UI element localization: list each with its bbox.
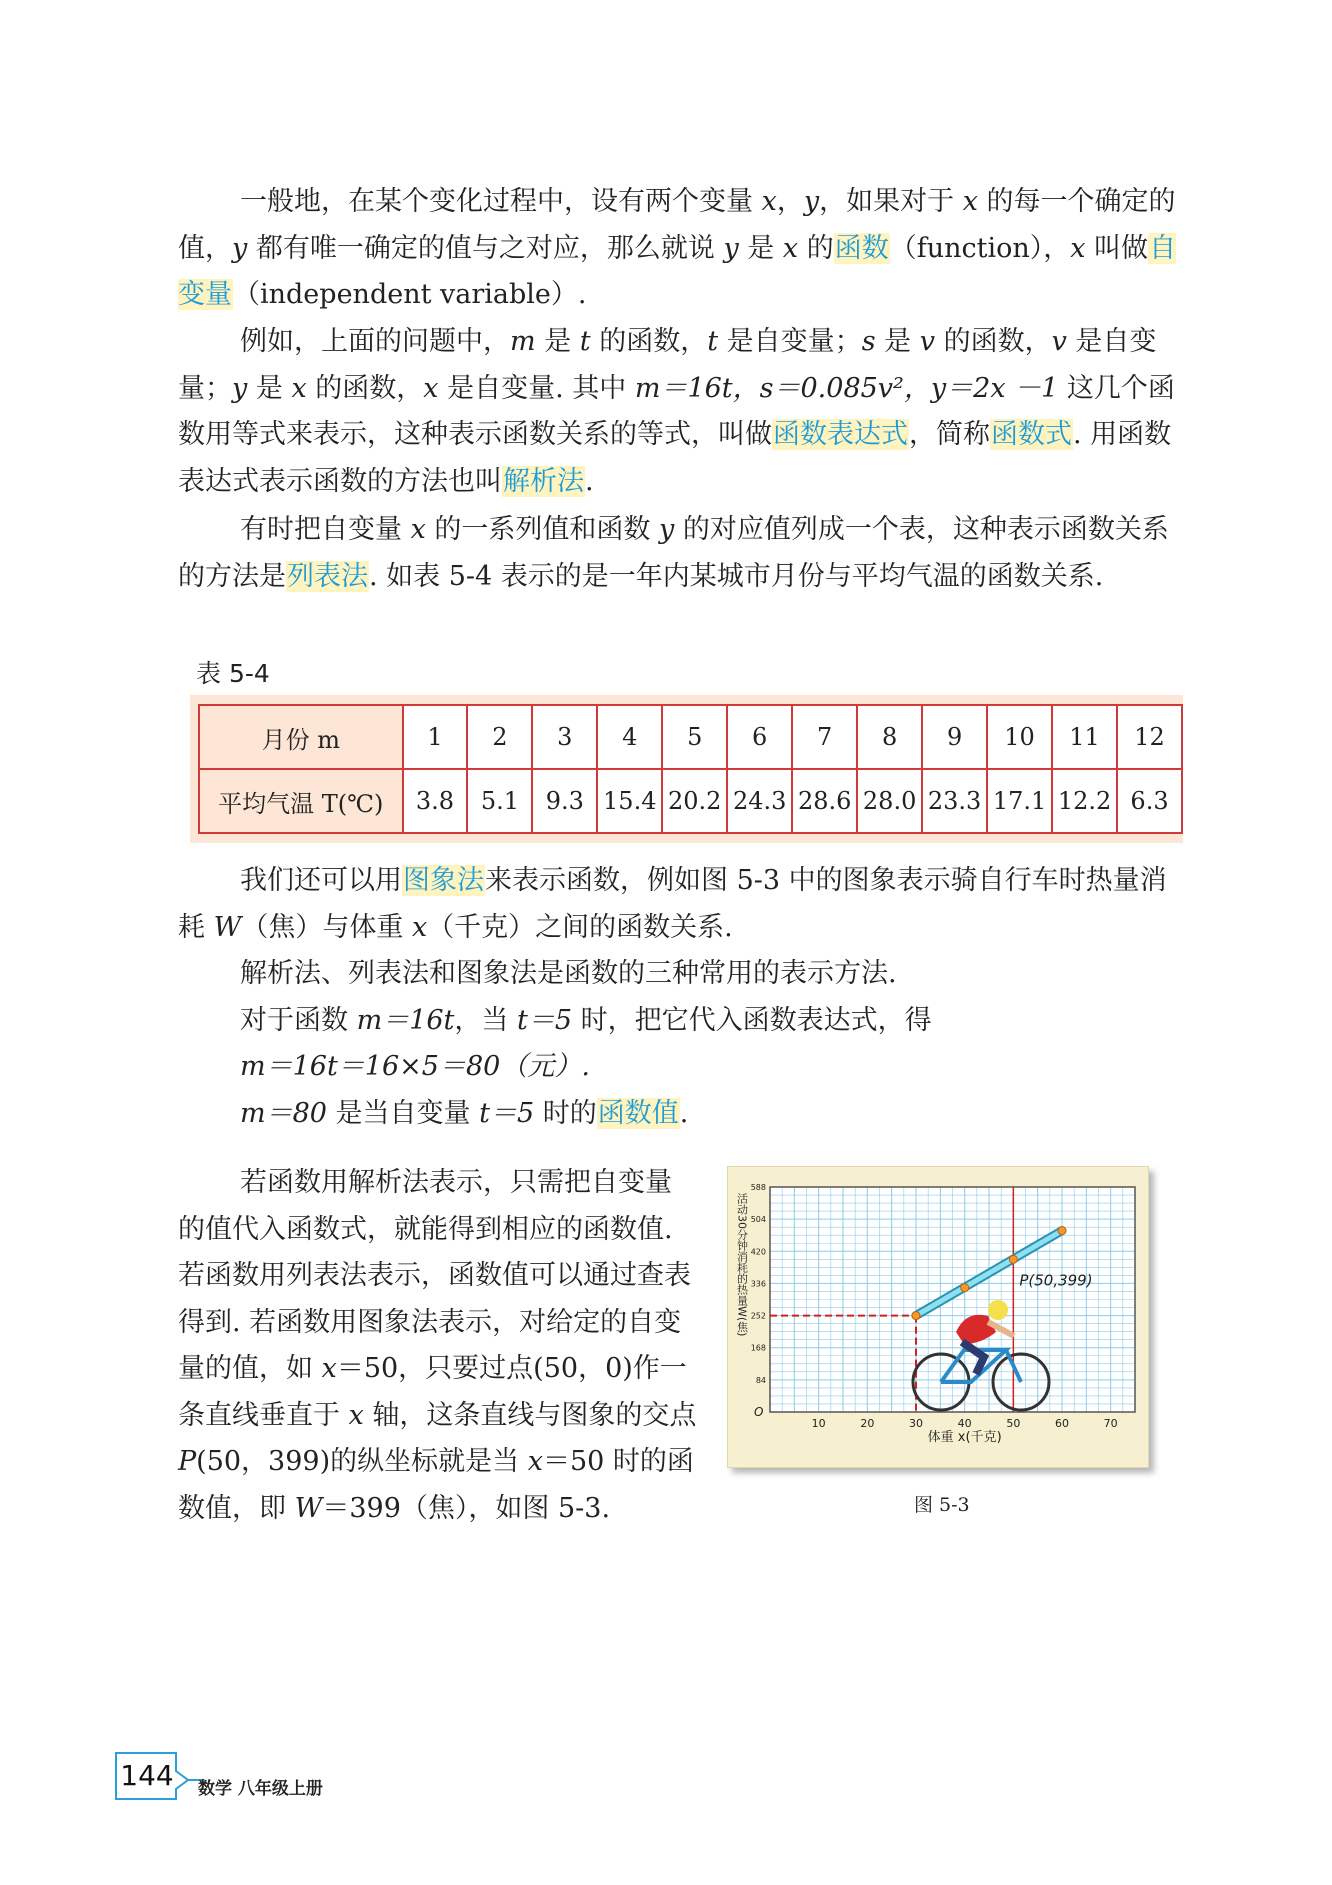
month-cell: 1	[403, 705, 468, 769]
text: 例如，上面的问题中，	[240, 326, 510, 357]
x-tick-label: 40	[957, 1417, 972, 1430]
data-point	[1058, 1227, 1066, 1235]
page-number: 144	[115, 1752, 177, 1800]
equation: m＝80	[240, 1098, 327, 1129]
var: x	[761, 186, 777, 217]
text: .	[585, 465, 594, 497]
var: x	[411, 911, 428, 943]
text: ，	[776, 186, 804, 217]
term-table-method: 列表法	[287, 560, 368, 592]
line-substitute	[240, 998, 932, 1045]
y-axis-label: 活动30分钟消耗的热量W(焦)	[735, 1193, 749, 1337]
y-tick-label: 420	[750, 1247, 766, 1257]
text: 有时把自变量	[240, 514, 411, 545]
term-function: 函数	[834, 232, 889, 264]
row-header-month: 月份 m	[199, 705, 403, 769]
data-point	[961, 1284, 969, 1292]
table-row-months	[199, 705, 1182, 769]
var: m	[510, 326, 536, 357]
var: x	[782, 232, 799, 264]
temp-cell: 20.2	[662, 769, 727, 833]
term-analytic-method: 解析法	[503, 465, 584, 497]
text: ＝399（焦），如图 5-3.	[322, 1492, 611, 1524]
text: （焦）与体重	[241, 911, 412, 943]
line-three-methods: 解析法、列表法和图象法是函数的三种常用的表示方法.	[240, 958, 897, 989]
x-axis-label: 体重 x(千克)	[927, 1430, 1002, 1445]
y-tick-label: 168	[750, 1343, 766, 1353]
text: 是	[738, 232, 783, 264]
month-cell: 2	[467, 705, 532, 769]
term-function-value: 函数值	[597, 1098, 679, 1129]
text: 是自变量；	[718, 326, 862, 357]
temp-cell: 15.4	[597, 769, 662, 833]
text: ＝50，只要过点(50，0)作一条直线垂直于	[178, 1353, 687, 1431]
var: x	[1070, 232, 1086, 264]
var: x	[962, 186, 978, 217]
text: . 如表 5-4 表示的是一年内某城市月份与平均气温的函数关系.	[369, 560, 1104, 592]
y-tick-label: 252	[750, 1311, 766, 1321]
var: W	[213, 911, 242, 943]
text: 是自变量. 其中	[438, 372, 635, 404]
text: 的函数，	[306, 372, 424, 404]
x-tick-label: 20	[860, 1417, 875, 1430]
text: （independent variable）.	[233, 279, 587, 310]
x-tick-label: 70	[1103, 1417, 1118, 1430]
text: .	[679, 1098, 689, 1129]
temperature-table	[198, 704, 1183, 834]
month-cell: 9	[922, 705, 987, 769]
var: y	[659, 514, 675, 545]
temp-cell: 5.1	[467, 769, 532, 833]
text: 是当自变量	[326, 1098, 480, 1129]
var: x	[348, 1399, 364, 1431]
var: W	[294, 1492, 323, 1524]
text: 叫做	[1085, 232, 1149, 264]
text: 来表示函数，例如图 5-3 中的图象表示骑自行车时热量消耗	[178, 865, 1167, 943]
y-tick-label: 84	[755, 1375, 766, 1385]
term-independent-variable: 自变量	[178, 232, 1177, 310]
month-cell: 12	[1117, 705, 1182, 769]
point-p-label: P(50,399)	[1019, 1271, 1093, 1290]
month-cell: 6	[727, 705, 792, 769]
var: x	[527, 1446, 543, 1477]
text: 的函数，	[590, 326, 708, 357]
text: 是	[535, 326, 580, 357]
text: 轴，这条直线与图象的交点	[363, 1399, 697, 1431]
paragraph-table-method	[178, 507, 1190, 600]
text: . 用函数表达式表示函数的方法也叫	[178, 419, 1172, 497]
text: 一般地，在某个变化过程中，设有两个变量	[240, 186, 762, 217]
x-tick-label: 50	[1006, 1417, 1021, 1430]
temp-cell: 23.3	[922, 769, 987, 833]
equation: t＝5	[479, 1098, 535, 1129]
table-row-temps	[199, 769, 1182, 833]
y-tick-label: 588	[750, 1183, 766, 1192]
var: y	[232, 372, 248, 404]
var: s	[861, 326, 876, 357]
text: 时的	[534, 1098, 597, 1129]
month-cell: 3	[532, 705, 597, 769]
text: 的函数，	[934, 326, 1052, 357]
text: ＝50 时的函数值，即	[178, 1446, 694, 1524]
month-cell: 5	[662, 705, 727, 769]
month-cell: 4	[597, 705, 662, 769]
temp-cell: 9.3	[532, 769, 597, 833]
var: x	[321, 1353, 337, 1384]
y-tick-label: 336	[750, 1279, 766, 1289]
equation: m＝16t	[356, 1005, 455, 1036]
paragraph-function-definition	[178, 179, 1190, 319]
text: 若函数用解析法表示，只需把自变量的值代入函数式，就能得到相应的函数值. 若函数用列表法表示，函数值可以通过查表得到. 若函数用图象法表示，对给定的自变量的值，如	[178, 1167, 691, 1384]
data-point	[912, 1312, 920, 1320]
paragraph-evaluating	[178, 1160, 698, 1532]
var: x	[410, 514, 426, 545]
x-tick-label: 10	[811, 1417, 826, 1430]
rider-helmet	[988, 1300, 1008, 1320]
term-function-expression: 函数表达式	[773, 419, 908, 450]
var: v	[1051, 326, 1067, 357]
temperature-table-wrapper	[190, 695, 1183, 843]
figure-caption: 图 5-3	[914, 1494, 970, 1516]
text: （千克）之间的函数关系.	[427, 911, 733, 943]
paragraph-graph-method	[178, 858, 1190, 951]
x-tick-label: 60	[1055, 1417, 1069, 1430]
temp-cell: 3.8	[403, 769, 468, 833]
paragraph-examples	[178, 319, 1190, 505]
line-calculation: m＝16t＝16×5＝80（元）.	[240, 1051, 590, 1082]
var: y	[803, 186, 820, 217]
text: ，简称	[909, 419, 990, 450]
x-tick-label: 30	[909, 1417, 923, 1430]
table-label: 表 5-4	[196, 659, 270, 688]
book-title: 数学 八年级上册	[198, 1779, 323, 1799]
text: 都有唯一确定的值与之对应，那么就说	[247, 232, 724, 264]
month-cell: 10	[987, 705, 1052, 769]
var: x	[291, 372, 307, 404]
text: 的一系列值和函数	[425, 514, 659, 545]
equation: t＝5	[517, 1005, 573, 1036]
text: 的每一个确定的值，	[178, 186, 1176, 264]
text: 时，把它代入函数表达式，得	[572, 1005, 932, 1036]
row-header-temp: 平均气温 T(℃)	[199, 769, 403, 833]
text: 是自变量；	[178, 326, 1157, 404]
text: 这几个函数用等式来表示，这种表示函数关系的等式，叫做	[178, 372, 1175, 450]
var: x	[423, 372, 439, 404]
text: 是	[247, 372, 292, 404]
figure-5-3	[727, 1166, 1149, 1468]
equations: m＝16t，s＝0.085v²，y＝2x －1	[634, 372, 1059, 404]
y-tick-label: 504	[750, 1215, 766, 1225]
temp-cell: 6.3	[1117, 769, 1182, 833]
text: 的对应值列成一个表，这种表示函数关系的方法是	[178, 514, 1169, 592]
origin-label: O	[754, 1405, 764, 1419]
text: 是	[875, 326, 920, 357]
month-cell: 8	[857, 705, 922, 769]
temp-cell: 28.0	[857, 769, 922, 833]
var: P	[178, 1446, 197, 1477]
text: (50，399)的纵坐标就是当	[196, 1446, 528, 1477]
text: 对于函数	[240, 1005, 357, 1036]
var: t	[707, 326, 719, 357]
month-cell: 7	[792, 705, 857, 769]
text: 的	[798, 232, 834, 264]
month-cell: 11	[1052, 705, 1117, 769]
text: 我们还可以用	[240, 865, 402, 896]
term-graph-method: 图象法	[403, 865, 484, 896]
text: ，如果对于	[819, 186, 963, 217]
var: t	[579, 326, 591, 357]
term-function-formula: 函数式	[991, 419, 1072, 450]
var: v	[919, 326, 935, 357]
line-function-value	[240, 1091, 688, 1138]
temp-cell: 28.6	[792, 769, 857, 833]
text: （function），	[889, 232, 1071, 264]
var: y	[723, 232, 739, 264]
text: ，当	[454, 1005, 517, 1036]
data-point	[1009, 1255, 1017, 1263]
temp-cell: 24.3	[727, 769, 792, 833]
temp-cell: 12.2	[1052, 769, 1117, 833]
var: y	[232, 232, 248, 264]
energy-chart	[728, 1167, 1148, 1467]
temp-cell: 17.1	[987, 769, 1052, 833]
